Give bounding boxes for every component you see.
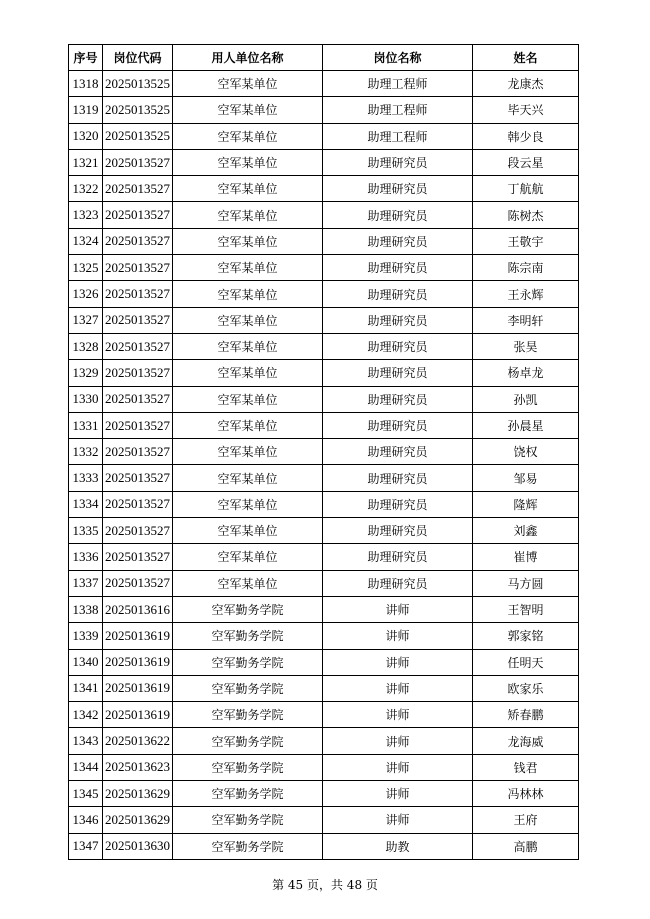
cell-position-code: 2025013527 bbox=[103, 386, 173, 412]
cell-position-code: 2025013619 bbox=[103, 649, 173, 675]
table-body bbox=[69, 71, 579, 860]
cell-name: 钱君 bbox=[473, 754, 579, 780]
cell-position-code: 2025013525 bbox=[103, 123, 173, 149]
cell-employer: 空军勤务学院 bbox=[173, 649, 323, 675]
cell-position-name: 讲师 bbox=[323, 623, 473, 649]
header-position-name: 岗位名称 bbox=[323, 45, 473, 71]
cell-position-name: 助理研究员 bbox=[323, 202, 473, 228]
table-row bbox=[69, 623, 579, 649]
cell-name: 矫春鹏 bbox=[473, 702, 579, 728]
cell-position-code: 2025013527 bbox=[103, 333, 173, 359]
cell-name: 隆辉 bbox=[473, 491, 579, 517]
cell-seq: 1330 bbox=[69, 386, 103, 412]
cell-seq: 1318 bbox=[69, 71, 103, 97]
cell-employer: 空军某单位 bbox=[173, 518, 323, 544]
table-row bbox=[69, 675, 579, 701]
cell-seq: 1333 bbox=[69, 465, 103, 491]
cell-seq: 1321 bbox=[69, 149, 103, 175]
cell-seq: 1326 bbox=[69, 281, 103, 307]
cell-seq: 1336 bbox=[69, 544, 103, 570]
cell-seq: 1320 bbox=[69, 123, 103, 149]
cell-position-code: 2025013619 bbox=[103, 623, 173, 649]
table-row bbox=[69, 596, 579, 622]
cell-employer: 空军某单位 bbox=[173, 97, 323, 123]
cell-employer: 空军勤务学院 bbox=[173, 833, 323, 859]
cell-position-name: 助理研究员 bbox=[323, 386, 473, 412]
cell-position-name: 助理研究员 bbox=[323, 281, 473, 307]
cell-seq: 1339 bbox=[69, 623, 103, 649]
cell-position-code: 2025013527 bbox=[103, 570, 173, 596]
cell-employer: 空军某单位 bbox=[173, 333, 323, 359]
cell-name: 王敬宇 bbox=[473, 228, 579, 254]
cell-employer: 空军某单位 bbox=[173, 439, 323, 465]
cell-employer: 空军勤务学院 bbox=[173, 623, 323, 649]
cell-name: 龙康杰 bbox=[473, 71, 579, 97]
cell-seq: 1331 bbox=[69, 412, 103, 438]
cell-position-name: 助理研究员 bbox=[323, 228, 473, 254]
cell-position-code: 2025013619 bbox=[103, 675, 173, 701]
cell-position-code: 2025013527 bbox=[103, 281, 173, 307]
cell-employer: 空军勤务学院 bbox=[173, 675, 323, 701]
cell-position-code: 2025013527 bbox=[103, 544, 173, 570]
table-row bbox=[69, 307, 579, 333]
cell-position-code: 2025013616 bbox=[103, 596, 173, 622]
cell-position-name: 讲师 bbox=[323, 596, 473, 622]
cell-position-name: 讲师 bbox=[323, 807, 473, 833]
cell-employer: 空军勤务学院 bbox=[173, 728, 323, 754]
table-row bbox=[69, 781, 579, 807]
cell-employer: 空军某单位 bbox=[173, 465, 323, 491]
cell-employer: 空军某单位 bbox=[173, 412, 323, 438]
table-row bbox=[69, 97, 579, 123]
cell-position-code: 2025013623 bbox=[103, 754, 173, 780]
cell-name: 饶权 bbox=[473, 439, 579, 465]
cell-name: 刘鑫 bbox=[473, 518, 579, 544]
cell-employer: 空军某单位 bbox=[173, 228, 323, 254]
table-row bbox=[69, 754, 579, 780]
results-table bbox=[68, 44, 579, 860]
cell-position-name: 助理研究员 bbox=[323, 149, 473, 175]
cell-employer: 空军某单位 bbox=[173, 360, 323, 386]
cell-position-name: 助理工程师 bbox=[323, 71, 473, 97]
table-row bbox=[69, 360, 579, 386]
cell-position-name: 讲师 bbox=[323, 675, 473, 701]
cell-name: 邹易 bbox=[473, 465, 579, 491]
cell-employer: 空军某单位 bbox=[173, 149, 323, 175]
cell-name: 马方圆 bbox=[473, 570, 579, 596]
cell-seq: 1328 bbox=[69, 333, 103, 359]
table-row bbox=[69, 728, 579, 754]
cell-seq: 1334 bbox=[69, 491, 103, 517]
cell-position-code: 2025013629 bbox=[103, 807, 173, 833]
cell-employer: 空军某单位 bbox=[173, 123, 323, 149]
table-row bbox=[69, 465, 579, 491]
table-row bbox=[69, 176, 579, 202]
cell-position-code: 2025013527 bbox=[103, 228, 173, 254]
cell-name: 崔博 bbox=[473, 544, 579, 570]
cell-seq: 1347 bbox=[69, 833, 103, 859]
cell-employer: 空军某单位 bbox=[173, 281, 323, 307]
cell-name: 孙凯 bbox=[473, 386, 579, 412]
cell-position-name: 助理研究员 bbox=[323, 570, 473, 596]
cell-name: 龙海威 bbox=[473, 728, 579, 754]
cell-seq: 1319 bbox=[69, 97, 103, 123]
cell-position-name: 助理研究员 bbox=[323, 544, 473, 570]
cell-position-name: 讲师 bbox=[323, 702, 473, 728]
table-row bbox=[69, 833, 579, 859]
cell-name: 韩少良 bbox=[473, 123, 579, 149]
cell-name: 杨卓龙 bbox=[473, 360, 579, 386]
cell-position-name: 助理研究员 bbox=[323, 307, 473, 333]
cell-name: 王智明 bbox=[473, 596, 579, 622]
table-row bbox=[69, 71, 579, 97]
table-row bbox=[69, 702, 579, 728]
cell-position-code: 2025013527 bbox=[103, 465, 173, 491]
cell-seq: 1329 bbox=[69, 360, 103, 386]
table-row bbox=[69, 570, 579, 596]
cell-position-code: 2025013525 bbox=[103, 97, 173, 123]
cell-seq: 1332 bbox=[69, 439, 103, 465]
cell-seq: 1324 bbox=[69, 228, 103, 254]
table-header-row bbox=[69, 45, 579, 71]
cell-employer: 空军某单位 bbox=[173, 491, 323, 517]
cell-name: 李明轩 bbox=[473, 307, 579, 333]
cell-position-code: 2025013630 bbox=[103, 833, 173, 859]
table-row bbox=[69, 807, 579, 833]
cell-employer: 空军某单位 bbox=[173, 570, 323, 596]
cell-position-name: 助理工程师 bbox=[323, 123, 473, 149]
cell-position-code: 2025013527 bbox=[103, 202, 173, 228]
table-row bbox=[69, 123, 579, 149]
cell-name: 冯林林 bbox=[473, 781, 579, 807]
cell-position-code: 2025013527 bbox=[103, 176, 173, 202]
cell-position-name: 讲师 bbox=[323, 728, 473, 754]
cell-position-name: 讲师 bbox=[323, 649, 473, 675]
cell-position-code: 2025013527 bbox=[103, 439, 173, 465]
results-table-container bbox=[68, 44, 578, 860]
cell-seq: 1341 bbox=[69, 675, 103, 701]
cell-position-name: 助理研究员 bbox=[323, 176, 473, 202]
cell-position-code: 2025013629 bbox=[103, 781, 173, 807]
cell-name: 陈宗南 bbox=[473, 255, 579, 281]
cell-position-code: 2025013527 bbox=[103, 149, 173, 175]
header-seq: 序号 bbox=[69, 45, 103, 71]
cell-position-code: 2025013527 bbox=[103, 412, 173, 438]
table-row bbox=[69, 386, 579, 412]
cell-position-name: 助教 bbox=[323, 833, 473, 859]
cell-position-code: 2025013622 bbox=[103, 728, 173, 754]
cell-position-code: 2025013619 bbox=[103, 702, 173, 728]
cell-employer: 空军某单位 bbox=[173, 255, 323, 281]
cell-position-code: 2025013527 bbox=[103, 360, 173, 386]
header-employer: 用人单位名称 bbox=[173, 45, 323, 71]
cell-seq: 1338 bbox=[69, 596, 103, 622]
cell-name: 丁航航 bbox=[473, 176, 579, 202]
cell-seq: 1342 bbox=[69, 702, 103, 728]
cell-position-name: 讲师 bbox=[323, 781, 473, 807]
cell-position-code: 2025013527 bbox=[103, 255, 173, 281]
table-row bbox=[69, 649, 579, 675]
cell-name: 毕天兴 bbox=[473, 97, 579, 123]
cell-position-code: 2025013525 bbox=[103, 71, 173, 97]
table-row bbox=[69, 281, 579, 307]
cell-name: 陈树杰 bbox=[473, 202, 579, 228]
cell-position-name: 助理研究员 bbox=[323, 439, 473, 465]
cell-seq: 1323 bbox=[69, 202, 103, 228]
cell-name: 孙晨星 bbox=[473, 412, 579, 438]
table-row bbox=[69, 255, 579, 281]
table-row bbox=[69, 228, 579, 254]
cell-employer: 空军勤务学院 bbox=[173, 702, 323, 728]
cell-employer: 空军勤务学院 bbox=[173, 596, 323, 622]
cell-position-name: 助理研究员 bbox=[323, 412, 473, 438]
cell-seq: 1337 bbox=[69, 570, 103, 596]
cell-position-name: 助理研究员 bbox=[323, 333, 473, 359]
cell-employer: 空军某单位 bbox=[173, 307, 323, 333]
cell-seq: 1322 bbox=[69, 176, 103, 202]
cell-position-code: 2025013527 bbox=[103, 518, 173, 544]
cell-employer: 空军勤务学院 bbox=[173, 754, 323, 780]
cell-seq: 1327 bbox=[69, 307, 103, 333]
cell-seq: 1345 bbox=[69, 781, 103, 807]
cell-name: 任明天 bbox=[473, 649, 579, 675]
cell-name: 张昊 bbox=[473, 333, 579, 359]
cell-position-name: 助理研究员 bbox=[323, 518, 473, 544]
cell-position-code: 2025013527 bbox=[103, 491, 173, 517]
cell-seq: 1343 bbox=[69, 728, 103, 754]
cell-position-name: 助理研究员 bbox=[323, 491, 473, 517]
header-name: 姓名 bbox=[473, 45, 579, 71]
cell-position-name: 助理工程师 bbox=[323, 97, 473, 123]
cell-employer: 空军某单位 bbox=[173, 176, 323, 202]
cell-seq: 1340 bbox=[69, 649, 103, 675]
cell-position-name: 助理研究员 bbox=[323, 255, 473, 281]
cell-employer: 空军某单位 bbox=[173, 71, 323, 97]
cell-seq: 1335 bbox=[69, 518, 103, 544]
cell-position-code: 2025013527 bbox=[103, 307, 173, 333]
cell-employer: 空军某单位 bbox=[173, 544, 323, 570]
cell-seq: 1346 bbox=[69, 807, 103, 833]
table-row bbox=[69, 439, 579, 465]
cell-seq: 1325 bbox=[69, 255, 103, 281]
table-row bbox=[69, 333, 579, 359]
cell-name: 段云星 bbox=[473, 149, 579, 175]
cell-employer: 空军勤务学院 bbox=[173, 781, 323, 807]
table-row bbox=[69, 518, 579, 544]
page-number: 第 45 页，共 48 页 bbox=[272, 878, 378, 892]
cell-name: 高鹏 bbox=[473, 833, 579, 859]
cell-position-name: 助理研究员 bbox=[323, 360, 473, 386]
cell-seq: 1344 bbox=[69, 754, 103, 780]
cell-employer: 空军勤务学院 bbox=[173, 807, 323, 833]
cell-position-name: 助理研究员 bbox=[323, 465, 473, 491]
cell-employer: 空军某单位 bbox=[173, 386, 323, 412]
cell-employer: 空军某单位 bbox=[173, 202, 323, 228]
table-row bbox=[69, 491, 579, 517]
cell-position-name: 讲师 bbox=[323, 754, 473, 780]
header-position-code: 岗位代码 bbox=[103, 45, 173, 71]
cell-name: 欧家乐 bbox=[473, 675, 579, 701]
table-row bbox=[69, 149, 579, 175]
table-row bbox=[69, 544, 579, 570]
cell-name: 王府 bbox=[473, 807, 579, 833]
cell-name: 王永辉 bbox=[473, 281, 579, 307]
cell-name: 郭家铭 bbox=[473, 623, 579, 649]
table-row bbox=[69, 202, 579, 228]
table-row bbox=[69, 412, 579, 438]
